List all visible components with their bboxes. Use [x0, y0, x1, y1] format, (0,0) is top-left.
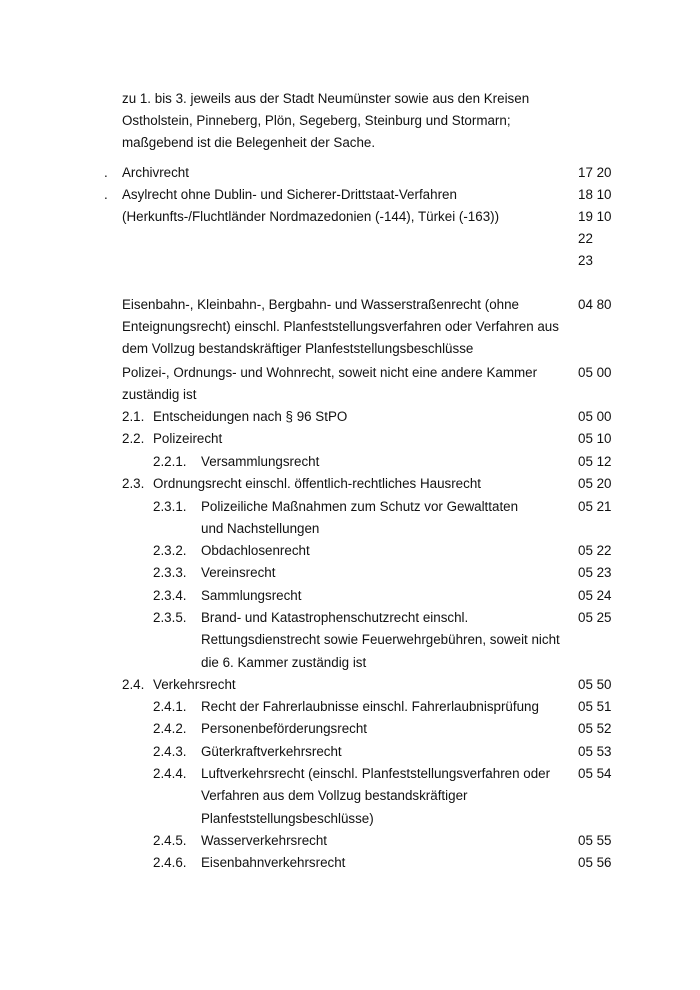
- item-number: 2.1.: [122, 409, 145, 424]
- item-number: 2.2.1.: [153, 454, 187, 469]
- item-2-4-4-cont: [0, 808, 700, 830]
- entry-text: zuständig ist: [122, 387, 197, 402]
- item-text: Versammlungsrecht: [201, 454, 320, 469]
- item-text: Entscheidungen nach § 96 StPO: [153, 409, 348, 424]
- entry-text: Eisenbahn-, Kleinbahn-, Bergbahn- und Wasserstraßenrecht (ohne: [122, 297, 519, 312]
- item-text: Verfahren aus dem Vollzug bestandskräftiger: [201, 788, 468, 803]
- item-2-4-5: [0, 830, 700, 852]
- entry-code: 22: [578, 231, 593, 246]
- entry-text: dem Vollzug bestandskräftiger Planfeststellungsbeschlüsse: [122, 341, 474, 356]
- item-text: Personenbeförderungsrecht: [201, 721, 368, 736]
- item-2-4-6: [0, 852, 700, 874]
- entry-code: 05 00: [578, 365, 612, 380]
- entry-code: 04 80: [578, 297, 612, 312]
- item-2-3-5-cont: [0, 629, 700, 651]
- item-code: 05 51: [578, 699, 612, 714]
- entry-asylrecht: [0, 184, 700, 206]
- entry-polizei: [0, 362, 700, 384]
- item-code: 05 22: [578, 543, 612, 558]
- item-2-2-1: [0, 451, 700, 473]
- item-text: und Nachstellungen: [201, 521, 320, 536]
- item-2-3-3: [0, 562, 700, 584]
- item-text: Planfeststellungsbeschlüsse): [201, 811, 374, 826]
- entry-polizei-cont: [0, 384, 700, 406]
- item-code: 05 12: [578, 454, 612, 469]
- item-2-3-2: [0, 540, 700, 562]
- item-2-3: [0, 473, 700, 495]
- item-code: 05 00: [578, 409, 612, 424]
- item-number: 2.3.3.: [153, 565, 187, 580]
- item-number: 2.3.1.: [153, 499, 187, 514]
- item-code: 05 21: [578, 499, 612, 514]
- entry-code: 18 10: [578, 187, 612, 202]
- entry-code-only: [0, 228, 700, 250]
- item-2-2: [0, 428, 700, 450]
- entry-text: Archivrecht: [122, 165, 189, 180]
- entry-asylrecht-cont: [0, 206, 700, 228]
- item-text: Eisenbahnverkehrsrecht: [201, 855, 346, 870]
- item-text: Recht der Fahrerlaubnisse einschl. Fahrerlaubnisprüfung: [201, 699, 539, 714]
- item-number: 2.3.5.: [153, 610, 187, 625]
- entry-code: 17 20: [578, 165, 612, 180]
- item-code: 05 54: [578, 766, 612, 781]
- item-number: 2.4.3.: [153, 744, 187, 759]
- entry-text: (Herkunfts-/Fluchtländer Nordmazedonien (-144), Türkei (-163)): [122, 209, 500, 224]
- item-text: Verkehrsrecht: [153, 677, 236, 692]
- item-2-3-5-cont: [0, 652, 700, 674]
- item-text: Güterkraftverkehrsrecht: [201, 744, 342, 759]
- entry-text: Enteignungsrecht) einschl. Planfeststellungsverfahren oder Verfahren aus: [122, 319, 559, 334]
- intro-line: zu 1. bis 3. jeweils aus der Stadt Neumünster sowie aus den Kreisen: [122, 91, 530, 106]
- item-code: 05 10: [578, 431, 612, 446]
- item-2-3-5: [0, 607, 700, 629]
- item-number: 2.3.4.: [153, 588, 187, 603]
- item-number: 2.4.: [122, 677, 145, 692]
- entry-bullet: .: [104, 187, 108, 202]
- item-number: 2.4.2.: [153, 721, 187, 736]
- item-code: 05 25: [578, 610, 612, 625]
- item-text: Polizeirecht: [153, 431, 223, 446]
- entry-eisenbahn-cont: [0, 338, 700, 360]
- item-text: die 6. Kammer zuständig ist: [201, 655, 367, 670]
- intro-line: maßgebend ist die Belegenheit der Sache.: [122, 135, 376, 150]
- entry-eisenbahn: [0, 294, 700, 316]
- item-code: 05 23: [578, 565, 612, 580]
- entry-archivrecht: [0, 162, 700, 184]
- item-code: 05 53: [578, 744, 612, 759]
- item-text: Luftverkehrsrecht (einschl. Planfeststellungsverfahren oder: [201, 766, 551, 781]
- item-text: Obdachlosenrecht: [201, 543, 310, 558]
- item-2-1: [0, 406, 700, 428]
- item-number: 2.4.1.: [153, 699, 187, 714]
- entry-code: 19 10: [578, 209, 612, 224]
- item-text: Vereinsrecht: [201, 565, 276, 580]
- entry-text: Polizei-, Ordnungs- und Wohnrecht, soweit nicht eine andere Kammer: [122, 365, 538, 380]
- item-number: 2.3.: [122, 476, 145, 491]
- item-text: Ordnungsrecht einschl. öffentlich-rechtliches Hausrecht: [153, 476, 481, 491]
- item-text: Sammlungsrecht: [201, 588, 302, 603]
- item-number: 2.4.4.: [153, 766, 187, 781]
- item-2-3-1: [0, 496, 700, 518]
- item-code: 05 55: [578, 833, 612, 848]
- item-code: 05 52: [578, 721, 612, 736]
- item-number: 2.3.2.: [153, 543, 187, 558]
- item-code: 05 50: [578, 677, 612, 692]
- item-2-3-4: [0, 585, 700, 607]
- item-text: Rettungsdienstrecht sowie Feuerwehrgebühren, soweit nicht: [201, 632, 560, 647]
- item-2-4-4-cont: [0, 785, 700, 807]
- item-2-4-2: [0, 718, 700, 740]
- item-text: Wasserverkehrsrecht: [201, 833, 328, 848]
- item-code: 05 56: [578, 855, 612, 870]
- entry-bullet: .: [104, 165, 108, 180]
- item-2-4-1: [0, 696, 700, 718]
- entry-text: Asylrecht ohne Dublin- und Sicherer-Drittstaat-Verfahren: [122, 187, 457, 202]
- item-2-4: [0, 674, 700, 696]
- intro-line: Ostholstein, Pinneberg, Plön, Segeberg, Steinburg und Stormarn;: [122, 113, 511, 128]
- item-2-4-3: [0, 741, 700, 763]
- item-code: 05 24: [578, 588, 612, 603]
- entry-code: 23: [578, 253, 593, 268]
- item-code: 05 20: [578, 476, 612, 491]
- item-number: 2.2.: [122, 431, 145, 446]
- item-2-3-1-cont: [0, 518, 700, 540]
- item-text: Brand- und Katastrophenschutzrecht einschl.: [201, 610, 469, 625]
- item-text: Polizeiliche Maßnahmen zum Schutz vor Gewalttaten: [201, 499, 519, 514]
- item-2-4-4: [0, 763, 700, 785]
- item-number: 2.4.5.: [153, 833, 187, 848]
- item-number: 2.4.6.: [153, 855, 187, 870]
- entry-eisenbahn-cont: [0, 316, 700, 338]
- entry-code-only: [0, 250, 700, 272]
